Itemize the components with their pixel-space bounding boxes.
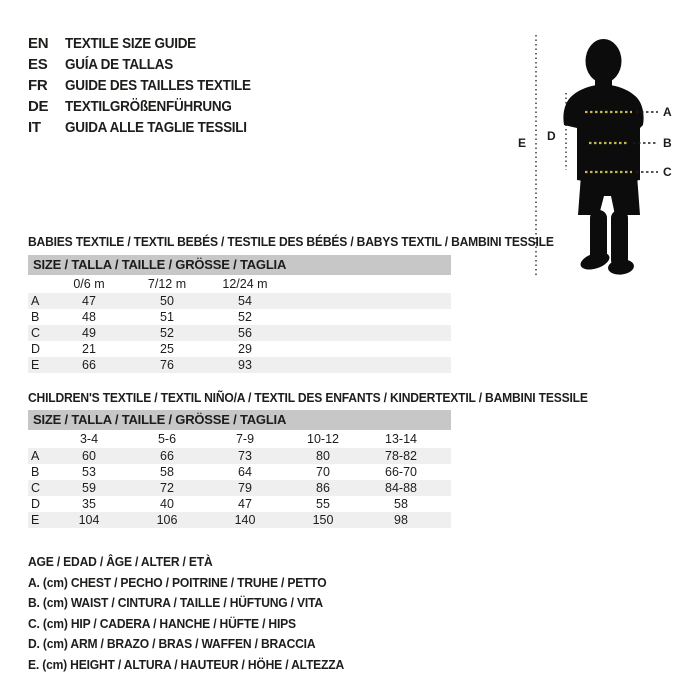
cell: 80 [316, 449, 330, 463]
children-table-header-bar: SIZE / TALLA / TAILLE / GRÖSSE / TAGLIA [28, 410, 451, 430]
language-code: DE [28, 98, 49, 115]
cell: 150 [312, 513, 334, 527]
language-title: GUIDE DES TAILLES TEXTILE [65, 77, 251, 94]
silhouette-shorts [578, 175, 640, 215]
babies-column-header-row [28, 275, 451, 293]
cell: 21 [82, 342, 96, 356]
babies-size-table [28, 255, 451, 373]
column-header: 3-4 [79, 432, 99, 446]
legend-age-line: AGE / EDAD / ÂGE / ALTER / ETÀ [28, 554, 213, 569]
row-label: C [31, 326, 41, 340]
silhouette-right-leg [611, 210, 628, 268]
column-header: 13-14 [385, 432, 417, 446]
table-row [28, 448, 451, 464]
table-row [28, 341, 451, 357]
language-code: FR [28, 77, 48, 94]
table-row [28, 512, 451, 528]
legend-chest-line: A. (cm) CHEST / PECHO / POITRINE / TRUHE / PETTO [28, 574, 327, 590]
cell: 66 [160, 449, 174, 463]
cell: 104 [78, 513, 100, 527]
cell: 25 [160, 342, 174, 356]
marker-label-a: A [663, 105, 672, 119]
cell: 47 [82, 294, 96, 308]
child-silhouette-figure [505, 25, 695, 290]
marker-label-e: E [518, 136, 527, 150]
column-header: 0/6 m [73, 277, 105, 291]
legend-arm-line: D. (cm) ARM / BRAZO / BRAS / WAFFEN / BRACCIA [28, 636, 316, 651]
language-row-fr [28, 75, 271, 96]
language-row-it [28, 117, 271, 138]
row-label: D [31, 342, 41, 356]
column-header: 5-6 [157, 432, 177, 446]
cell: 55 [316, 497, 330, 511]
table-row [28, 309, 451, 325]
cell: 35 [82, 497, 96, 511]
cell: 70 [316, 465, 330, 479]
row-label: C [31, 481, 41, 495]
cell: 58 [160, 465, 174, 479]
cell: 52 [160, 326, 174, 340]
cell: 78-82 [385, 449, 417, 463]
cell: 73 [238, 449, 252, 463]
children-column-header-row [28, 430, 451, 448]
cell: 59 [82, 481, 96, 495]
language-row-de [28, 96, 271, 117]
marker-label-d: D [547, 129, 556, 143]
language-title: TEXTILE SIZE GUIDE [65, 35, 196, 52]
language-code: IT [28, 119, 41, 136]
cell: 52 [238, 310, 252, 324]
cell: 51 [160, 310, 174, 324]
table-row [28, 325, 451, 341]
marker-label-b: B [663, 136, 672, 150]
language-title: GUIDA ALLE TAGLIE TESSILI [65, 119, 247, 136]
column-header: 12/24 m [222, 277, 268, 291]
cell: 56 [238, 326, 252, 340]
column-header: 10-12 [307, 432, 339, 446]
row-label: B [31, 465, 40, 479]
children-section-title: CHILDREN'S TEXTILE / TEXTIL NIÑO/A / TEXTIL DES ENFANTS / KINDERTEXTIL / BAMBINI TESSILE [28, 390, 588, 405]
cell: 72 [160, 481, 174, 495]
cell: 54 [238, 294, 252, 308]
table-row [28, 293, 451, 309]
column-header: 7-9 [235, 432, 255, 446]
babies-table-header-bar: SIZE / TALLA / TAILLE / GRÖSSE / TAGLIA [28, 255, 451, 275]
cell: 48 [82, 310, 96, 324]
cell: 29 [238, 342, 252, 356]
table-row [28, 480, 451, 496]
cell: 40 [160, 497, 174, 511]
cell: 64 [238, 465, 252, 479]
cell: 66 [82, 358, 96, 372]
cell: 86 [316, 481, 330, 495]
language-title: TEXTILGRÖßENFÜHRUNG [65, 98, 232, 115]
babies-section-title: BABIES TEXTILE / TEXTIL BEBÉS / TESTILE DES BÉBÉS / BABYS TEXTIL / BAMBINI TESSILE [28, 234, 554, 249]
row-label: E [31, 358, 40, 372]
cell: 76 [160, 358, 174, 372]
table-row [28, 357, 451, 373]
column-header: 7/12 m [147, 277, 187, 291]
language-code: EN [28, 35, 49, 52]
cell: 60 [82, 449, 96, 463]
cell: 49 [82, 326, 96, 340]
language-list [28, 33, 271, 138]
row-label: E [31, 513, 40, 527]
children-size-table [28, 410, 451, 528]
cell: 58 [394, 497, 408, 511]
legend-height-line: E. (cm) HEIGHT / ALTURA / HAUTEUR / HÖHE / ALTEZZA [28, 656, 345, 672]
measurement-legend [28, 552, 368, 675]
language-code: ES [28, 56, 48, 73]
row-label: A [31, 449, 40, 463]
legend-hip-line: C. (cm) HIP / CADERA / HANCHE / HÜFTE / HIPS [28, 615, 296, 631]
legend-waist-line: B. (cm) WAIST / CINTURA / TAILLE / HÜFTUNG / VITA [28, 595, 323, 610]
row-label: D [31, 497, 41, 511]
cell: 50 [160, 294, 174, 308]
silhouette-shirt [563, 85, 643, 183]
table-row [28, 496, 451, 512]
cell: 66-70 [385, 465, 417, 479]
cell: 47 [238, 497, 252, 511]
language-title: GUÍA DE TALLAS [65, 56, 173, 73]
cell: 140 [234, 513, 256, 527]
cell: 53 [82, 465, 96, 479]
cell: 98 [394, 513, 408, 527]
cell: 106 [156, 513, 178, 527]
language-row-en [28, 33, 271, 54]
cell: 79 [238, 481, 252, 495]
boy-silhouette [563, 39, 643, 276]
language-row-es [28, 54, 271, 75]
row-label: A [31, 294, 40, 308]
marker-label-c: C [663, 165, 672, 179]
cell: 93 [238, 358, 252, 372]
cell: 84-88 [385, 481, 417, 495]
row-label: B [31, 310, 40, 324]
table-row [28, 464, 451, 480]
